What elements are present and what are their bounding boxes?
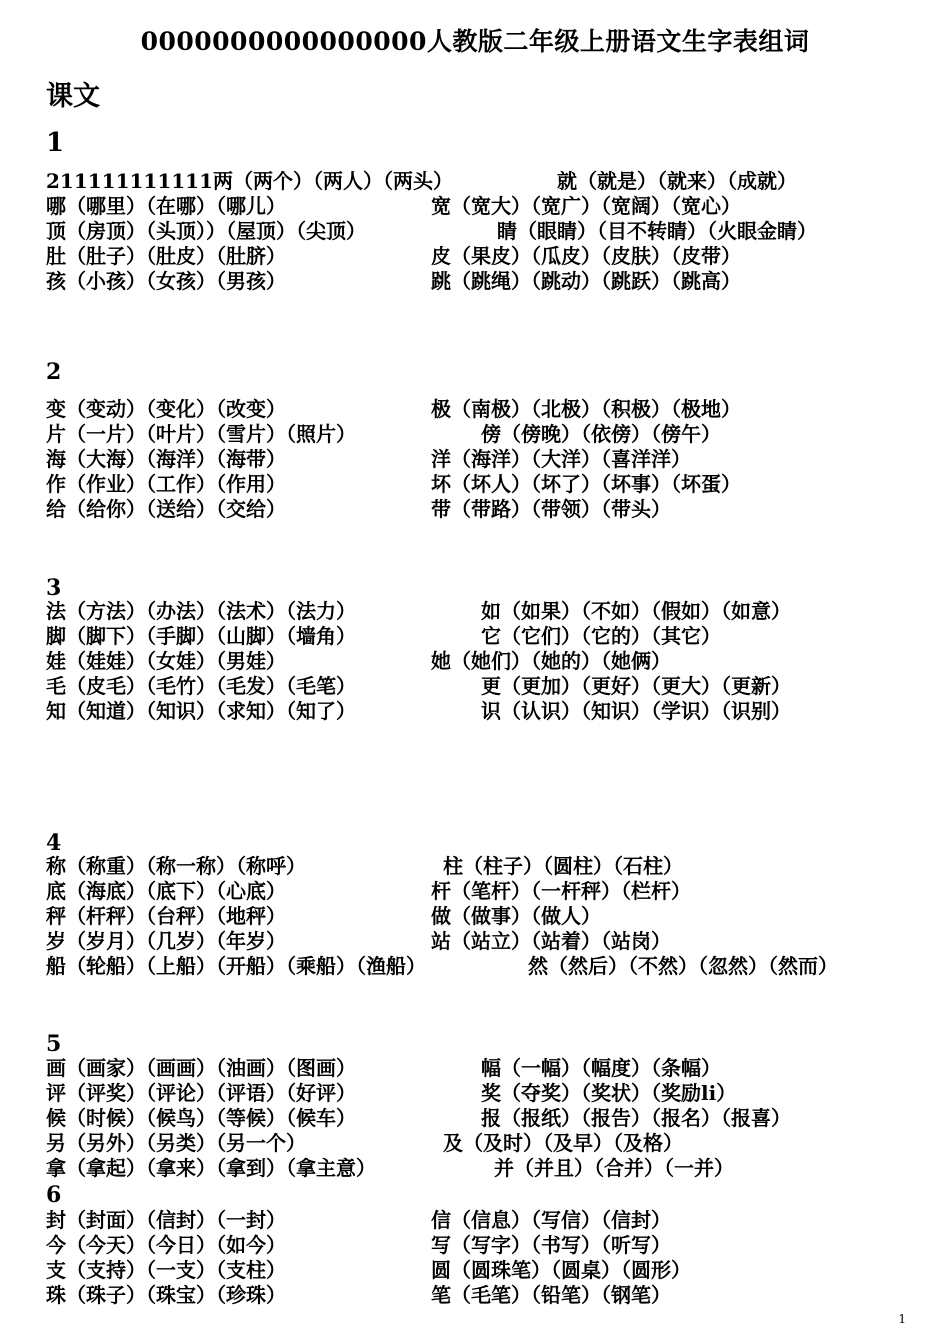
row-right: 站（站立）（站着）（站岗） xyxy=(431,929,671,953)
row-right: 报（报纸）（报告）（报名）（报喜） xyxy=(481,1106,791,1130)
row-left: 船（轮船）（上船）（开船）（乘船）（渔船） xyxy=(46,954,426,978)
row-left: 哪（哪里）（在哪）（哪儿） xyxy=(46,194,286,218)
row-left: 肚（肚子）（肚皮）（肚脐） xyxy=(46,244,286,268)
row-left: 岁（岁月）（几岁）（年岁） xyxy=(46,929,286,953)
row-left: 作（作业）（工作）（作用） xyxy=(46,472,286,496)
row-right: 就（就是）（就来）（成就） xyxy=(557,169,797,193)
page-number: 1 xyxy=(898,1312,906,1326)
section-heading: 课文 xyxy=(46,81,100,112)
row-left: 秤（杆秤）（台秤）（地秤） xyxy=(46,904,286,928)
row-right: 洋（海洋）（大洋）（喜洋洋） xyxy=(431,447,691,471)
row-left: 拿（拿起）（拿来）（拿到）（拿主意） xyxy=(46,1156,376,1180)
row-right: 圆（圆珠笔）（圆桌）（圆形） xyxy=(431,1258,691,1282)
row-left: 变（变动）（变化）（改变） xyxy=(46,397,286,421)
row-left: 孩（小孩）（女孩）（男孩） xyxy=(46,269,286,293)
row-right: 她（她们）（她的）（她俩） xyxy=(431,649,671,673)
document-title: 0000000000000000人教版二年级上册语文生字表组词 xyxy=(140,27,810,56)
row-left: 另（另外）（另类）（另一个） xyxy=(46,1131,306,1155)
section-number-6: 6 xyxy=(46,1182,62,1208)
row-right: 睛（眼睛）（目不转睛）（火眼金睛） xyxy=(497,219,817,243)
row-right: 杆（笔杆）（一杆秤）（栏杆） xyxy=(431,879,691,903)
section-number-3: 3 xyxy=(46,575,62,601)
row-right: 奖（夺奖）（奖状）（奖励li） xyxy=(481,1081,737,1105)
row-left: 片（一片）（叶片）（雪片）（照片） xyxy=(46,422,356,446)
row-left: 评（评奖）（评论）（评语）（好评） xyxy=(46,1081,356,1105)
row-right: 跳（跳绳）（跳动）（跳跃）（跳高） xyxy=(431,269,741,293)
row-right: 幅（一幅）（幅度）（条幅） xyxy=(481,1056,721,1080)
row-left: 毛（皮毛）（毛竹）（毛发）（毛笔） xyxy=(46,674,356,698)
row-right: 并（并且）（合并）（一并） xyxy=(494,1156,734,1180)
row-left: 知（知道）（知识）（求知）（知了） xyxy=(46,699,356,723)
row-right: 宽（宽大）（宽广）（宽阔）（宽心） xyxy=(431,194,741,218)
row-left: 珠（珠子）（珠宝）（珍珠） xyxy=(46,1283,286,1307)
row-left: 娃（娃娃）（女娃）（男娃） xyxy=(46,649,286,673)
row-right: 更（更加）（更好）（更大）（更新） xyxy=(481,674,791,698)
row-left: 支（支持）（一支）（支柱） xyxy=(46,1258,286,1282)
row-right: 带（带路）（带领）（带头） xyxy=(431,497,671,521)
row-left: 候（时候）（候鸟）（等候）（候车） xyxy=(46,1106,356,1130)
section-number-4: 4 xyxy=(46,830,62,856)
row-right: 写（写字）（书写）（听写） xyxy=(431,1233,671,1257)
row-left: 脚（脚下）（手脚）（山脚）（墙角） xyxy=(46,624,356,648)
row-right: 识（认识）（知识）（学识）（识别） xyxy=(481,699,791,723)
row-left: 顶（房顶）（头顶））（屋顶）（尖顶） xyxy=(46,219,366,243)
row-left: 称（称重）（称一称）（称呼） xyxy=(46,854,306,878)
row-right: 极（南极）（北极）（积极）（极地） xyxy=(431,397,741,421)
row-right: 信（信息）（写信）（信封） xyxy=(431,1208,671,1232)
row-right: 做（做事）（做人） xyxy=(431,904,601,928)
row-right: 及（及时）（及早）（及格） xyxy=(443,1131,683,1155)
row-left: 封（封面）（信封）（一封） xyxy=(46,1208,286,1232)
row-right: 它（它们）（它的）（其它） xyxy=(481,624,721,648)
section-number-5: 5 xyxy=(46,1031,62,1057)
section-number-1: 1 xyxy=(46,128,65,158)
row-right: 傍（傍晚）（依傍）（傍午） xyxy=(481,422,721,446)
section-number-2: 2 xyxy=(46,359,62,385)
row-right: 皮（果皮）（瓜皮）（皮肤）（皮带） xyxy=(431,244,741,268)
row-left: 海（大海）（海洋）（海带） xyxy=(46,447,286,471)
row-left: 今（今天）（今日）（如今） xyxy=(46,1233,286,1257)
row-left: 法（方法）（办法）（法术）（法力） xyxy=(46,599,356,623)
row-left: 给（给你）（送给）（交给） xyxy=(46,497,286,521)
row-left: 底（海底）（底下）（心底） xyxy=(46,879,286,903)
row-right: 如（如果）（不如）（假如）（如意） xyxy=(481,599,791,623)
row-right: 笔（毛笔）（铅笔）（钢笔） xyxy=(431,1283,671,1307)
row-left: 画（画家）（画画）（油画）（图画） xyxy=(46,1056,356,1080)
row-right: 坏（坏人）（坏了）（坏事）（坏蛋） xyxy=(431,472,741,496)
row-right: 柱（柱子）（圆柱）（石柱） xyxy=(443,854,683,878)
row-right: 然（然后）（不然）（忽然）（然而） xyxy=(528,954,838,978)
row-left: 211111111111两（两个）（两人）（两头） xyxy=(46,169,453,193)
